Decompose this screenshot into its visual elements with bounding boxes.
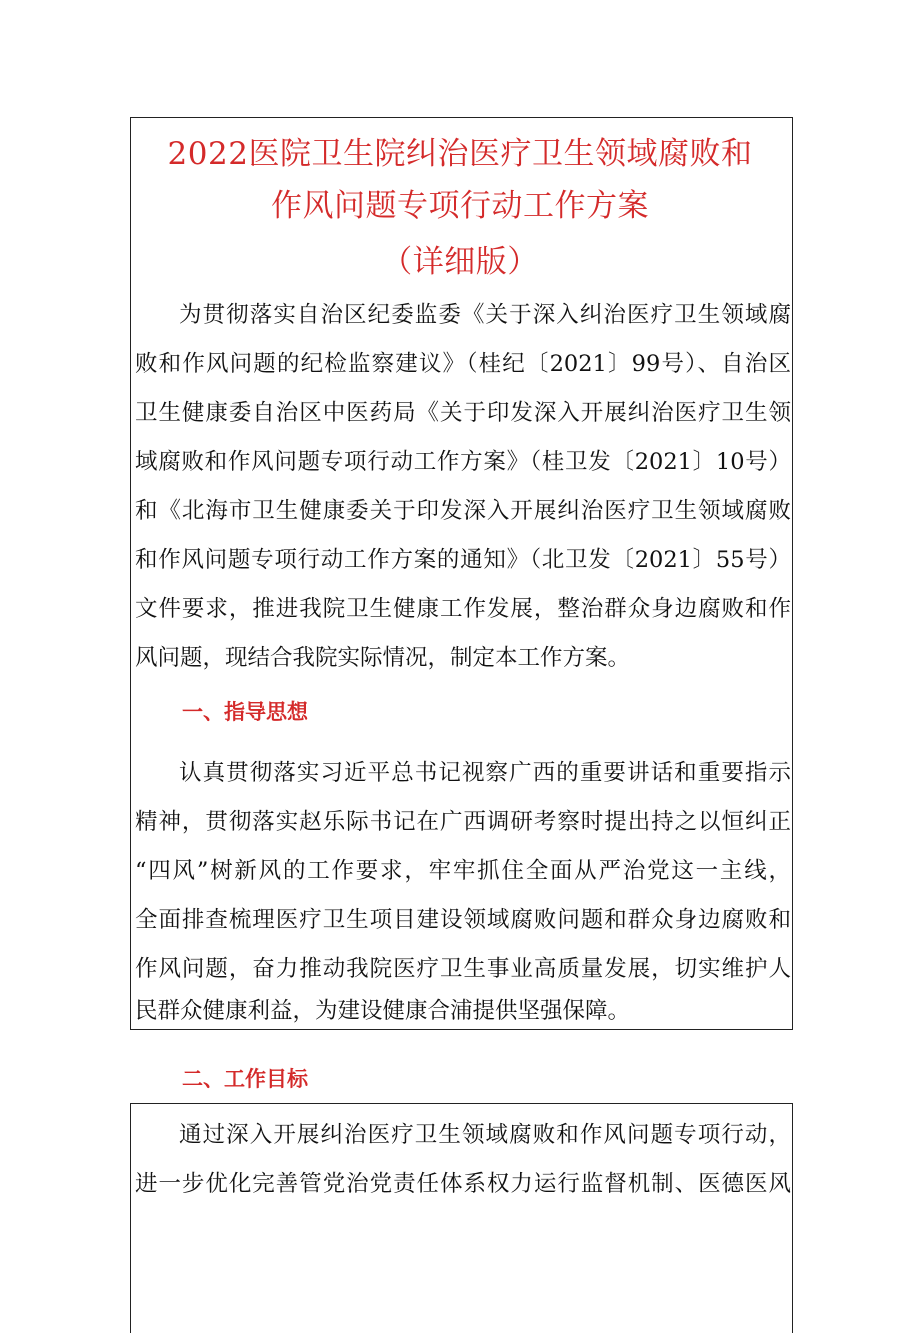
section1-line: 作风问题，奋力推动我院医疗卫生事业高质量发展，切实维护人	[135, 956, 791, 982]
section1-line: 全面排查梳理医疗卫生项目建设领域腐败问题和群众身边腐败和	[135, 907, 791, 933]
intro-line: 败和作风问题的纪检监察建议》（桂纪〔2021〕99号）、自治区	[135, 351, 791, 377]
title-line-2: 作风问题专项行动工作方案	[271, 188, 649, 224]
section1-line: 民群众健康利益，为建设健康合浦提供坚强保障。	[135, 998, 631, 1024]
intro-line: 为贯彻落实自治区纪委监委《关于深入纠治医疗卫生领域腐	[179, 302, 791, 328]
section1-line: 认真贯彻落实习近平总书记视察广西的重要讲话和重要指示	[179, 760, 791, 786]
title-line-3: （详细版）	[381, 244, 539, 280]
section-heading-work-goals: 二、工作目标	[182, 1067, 308, 1091]
intro-line: 域腐败和作风问题专项行动工作方案》（桂卫发〔2021〕10号）	[135, 449, 791, 475]
title-line-1: 2022医院卫生院纠治医疗卫生领域腐败和	[167, 136, 753, 172]
intro-line: 风问题，现结合我院实际情况，制定本工作方案。	[135, 645, 631, 671]
section2-line: 进一步优化完善管党治党责任体系权力运行监督机制、医德医风	[135, 1171, 791, 1197]
intro-line: 和作风问题专项行动工作方案的通知》（北卫发〔2021〕55号）	[135, 547, 791, 573]
section1-line: “四风”树新风的工作要求，牢牢抓住全面从严治党这一主线，	[135, 858, 791, 884]
intro-line: 卫生健康委自治区中医药局《关于印发深入开展纠治医疗卫生领	[135, 400, 791, 426]
section1-line: 精神，贯彻落实赵乐际书记在广西调研考察时提出持之以恒纠正	[135, 809, 791, 835]
intro-line: 文件要求，推进我院卫生健康工作发展，整治群众身边腐败和作	[135, 596, 791, 622]
intro-line: 和《北海市卫生健康委关于印发深入开展纠治医疗卫生领域腐败	[135, 498, 791, 524]
section-heading-guiding-ideology: 一、指导思想	[182, 700, 308, 724]
section2-line: 通过深入开展纠治医疗卫生领域腐败和作风问题专项行动，	[179, 1122, 791, 1148]
